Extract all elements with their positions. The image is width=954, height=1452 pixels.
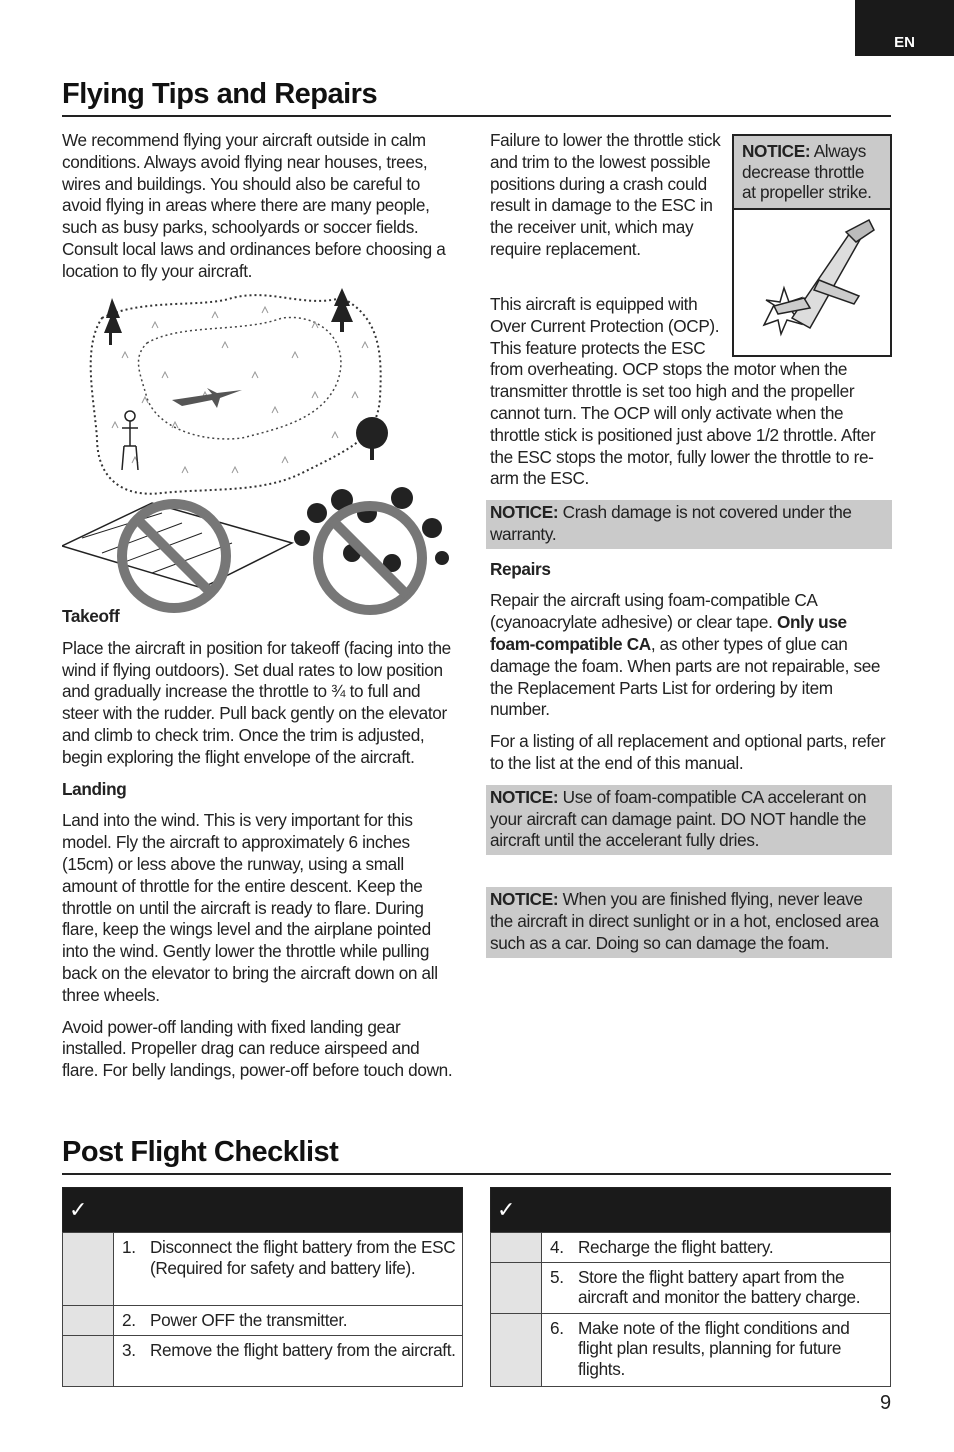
notices-block [490,500,892,968]
crash-block [490,130,726,271]
ocp-text-block [490,294,892,500]
pilot-figure [122,411,138,470]
language-tab: EN [855,0,954,56]
field-outline [91,295,381,494]
table-row: 5. Store the flight battery apart from the aircraft and monitor the battery charge. [491,1262,891,1313]
forest-illustration [294,487,449,610]
power-off-paragraph: Avoid power-off landing with fixed landing gear installed. Propeller drag can reduce airspeed and flare. For belly landings, power-off before touch down. [62,1016,453,1081]
checkbox[interactable] [491,1233,542,1263]
checkbox[interactable] [63,1306,114,1336]
flying-field-illustration [62,288,458,618]
section-title-flying-tips [62,78,891,117]
notice-accelerant: NOTICE: Use of foam-compatible CA accelerant on your aircraft can damage paint. DO NOT handle the aircraft until the accelerant fully dries. [486,785,892,855]
table-row: 1. Disconnect the flight battery from the ESC (Required for safety and battery life). [63,1233,463,1306]
airplane-icon [172,388,242,408]
table-row: 2. Power OFF the transmitter. [63,1306,463,1336]
takeoff-heading: Takeoff [62,606,120,626]
check-icon: ✓ [69,1197,88,1222]
table-row: 3. Remove the flight battery from the aircraft. [63,1335,463,1386]
page-title: Flying Tips and Repairs [62,78,378,110]
inner-field [138,317,340,438]
ocp-paragraph: This aircraft is equipped with Over Current Protection (OCP). This feature protects the ESC from overheating. OCP stops the motor when the transmitter throttle is set too high and the propeller cannot turn. The OCP will only activate when the throttle stick is positioned just above 1/2 throttle. After the ESC stops the motor, fully lower the throttle to re-arm the ESC. [490,294,892,490]
checkbox[interactable] [491,1262,542,1313]
grass-tufts [112,307,368,473]
landing-paragraph: Land into the wind. This is very important for this model. Fly the aircraft to approximately 6 inches (15cm) or less above the runway, using a small amount of throttle for the entire descent. Keep the throttle on until the aircraft is ready to flare. During flare, keep the wings level and the airplane pointed into the wind. Gently lower the throttle while pulling back on the elevator to bring the aircraft down on all three wheels. [62,810,438,1005]
landing-heading: Landing [62,778,127,799]
listing-paragraph: For a listing of all replacement and optional parts, refer to the list at the end of this manual. [490,731,886,773]
crash-paragraph: Failure to lower the throttle stick and trim to the lowest possible positions during a crash could result in damage to the ESC in the receiver unit, which may require replacement. [490,130,721,259]
takeoff-paragraph: Place the aircraft in position for takeoff (facing into the wind if flying outdoors). Set dual rates to low position and gradually increase the throttle to ¾ to full and steer with the rudder. Pull back gently on the elevator and climb to check trim. Once the trim is adjusted, begin exploring the flight envelope of the aircraft. [62,637,451,767]
checkbox[interactable] [63,1233,114,1306]
takeoff-block [62,606,458,1092]
section-title-checklist [62,1136,891,1175]
parking-lot-illustration [62,503,292,608]
checkbox[interactable] [63,1335,114,1386]
wrap-spacer [726,294,892,358]
propeller-notice: NOTICE: Always decrease throttle at propeller strike. [734,136,890,210]
tree-icon [104,288,388,460]
checklist-table-left [62,1187,463,1387]
notice-sunlight: NOTICE: When you are finished flying, never leave the aircraft in direct sunlight or in a hot, enclosed area such as a car. Doing so can damage the foam. [486,887,892,957]
table-row: 6. Make note of the flight conditions and flight plan results, planning for future flights. [491,1313,891,1386]
repairs-paragraph: Repair the aircraft using foam-compatible CA (cyanoacrylate adhesive) or clear tape. Only use foam-compatible CA, as other types of glue can damage the foam. When parts are not repairable, see the Replacement Parts List for ordering by item number. [490,590,881,720]
checklist-title: Post Flight Checklist [62,1136,339,1168]
checklist-table-right [490,1187,891,1387]
table-row: 4. Recharge the flight battery. [491,1233,891,1263]
page-number: 9 [880,1392,892,1414]
intro-paragraph: We recommend flying your aircraft outside in calm conditions. Always avoid flying near houses, trees, wires and buildings. You should also be careful to avoid flying in areas where there are many people, such as busy parks, schoolyards or soccer fields. Consult local laws and ordinances before choosing a location to fly your aircraft. [62,130,446,281]
intro-block [62,130,458,293]
check-icon: ✓ [497,1197,516,1222]
repairs-heading: Repairs [490,558,551,579]
notice-crash-damage: NOTICE: Crash damage is not covered under the warranty. [486,500,892,549]
checkbox[interactable] [491,1313,542,1386]
